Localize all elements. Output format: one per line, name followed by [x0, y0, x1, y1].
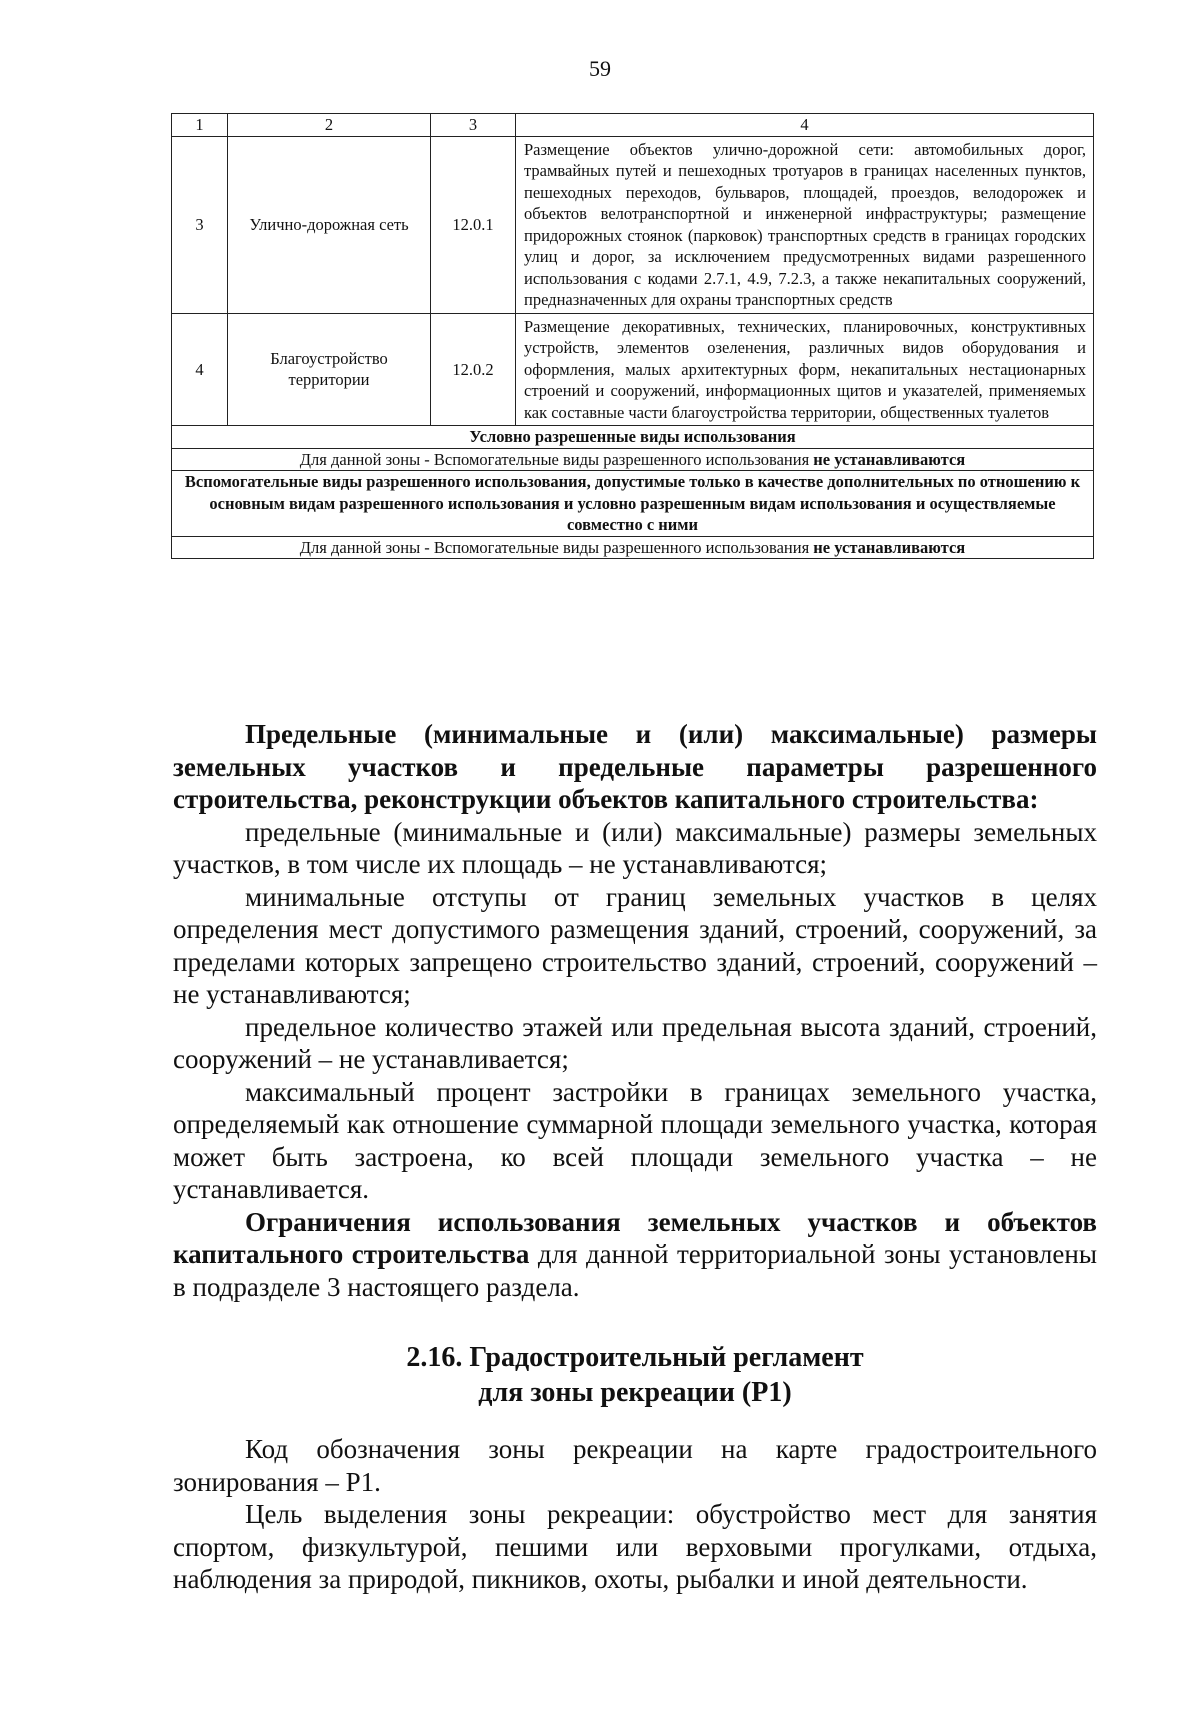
restrictions-rest: для данной территориальной зоны установлены в подразделе 3 настоящего раздела.	[173, 1239, 1097, 1302]
zone-paragraph: Код обозначения зоны рекреации на карте градостроительного зонирования – Р1.	[173, 1434, 1097, 1497]
limits-heading: Предельные (минимальные и (или) максимальные) размеры земельных участков и предельные параметры разрешенного строительства, реконструкции объектов капитального строительства:	[173, 719, 1097, 814]
use-type-code: 12.0.1	[431, 136, 516, 313]
table-header-cell: 2	[228, 114, 431, 137]
auxiliary-uses-header: Вспомогательные виды разрешенного использования, допустимые только в качестве дополнительных по отношению к основным видам разрешенного использования и условно разрешенным видам использования и осуществляемые совместно с ними	[172, 471, 1094, 537]
use-type-description: Размещение объектов улично-дорожной сети: автомобильных дорог, трамвайных путей и пешеходных тротуаров в границах населенных пунктов, пешеходных переходов, бульваров, площадей, проездов, велодорожек и объектов велотранспортной и инженерной инфраструктуры; размещение придорожных стоянок (парковок) транспортных средств в границах городских улиц и дорог, за исключением предусмотренных видами разрешенного использования с кодами 2.7.1, 4.9, 7.2.3, а также некапитальных сооружений, предназначенных для охраны транспортных средств	[516, 136, 1094, 313]
auxiliary-uses-note-row	[172, 536, 1094, 559]
table-header-cell: 4	[516, 114, 1094, 137]
limits-paragraph: максимальный процент застройки в границах земельного участка, определяемый как отношение суммарной площади земельного участка, которая может быть застроена, ко всей площади земельного участка – не устанавливается.	[173, 1076, 1097, 1204]
zone-paragraph: Цель выделения зоны рекреации: обустройство мест для занятия спортом, физкультурой, пешими или верховыми прогулками, отдыха, наблюдения за природой, пикников, охоты, рыбалки и иной деятельности.	[173, 1499, 1097, 1594]
conditional-uses-header-row	[172, 426, 1094, 449]
conditional-uses-note-row	[172, 448, 1094, 471]
restrictions-bold: Ограничения использования земельных участков и объектов капитального строительства	[173, 1206, 1097, 1269]
auxiliary-uses-note	[172, 536, 1094, 559]
restrictions-paragraph	[173, 1206, 1097, 1304]
section-title-line: для зоны рекреации (Р1)	[478, 1377, 792, 1408]
use-type-code: 12.0.2	[431, 313, 516, 426]
note-text: Для данной зоны - Вспомогательные виды разрешенного использования	[299, 449, 810, 469]
row-number: 3	[172, 136, 228, 313]
note-bold-text: не устанавливаются	[813, 537, 966, 557]
table-header-row	[172, 114, 1094, 137]
limits-section	[173, 718, 1097, 1303]
use-type-description: Размещение декоративных, технических, планировочных, конструктивных устройств, элементов озеленения, различных видов оборудования и оформления, малых архитектурных форм, некапитальных нестационарных строений и сооружений, информационных щитов и указателей, применяемых как составные части благоустройства территории, общественных туалетов	[516, 313, 1094, 426]
limits-paragraph: предельное количество этажей или предельная высота зданий, строений, сооружений – не устанавливается;	[173, 1011, 1097, 1074]
note-bold-text: не устанавливаются	[813, 449, 966, 469]
land-use-table	[171, 113, 1094, 559]
conditional-uses-header: Условно разрешенные виды использования	[172, 426, 1094, 449]
table-header-cell: 1	[172, 114, 228, 137]
section-title-line: 2.16. Градостроительный регламент	[406, 1342, 864, 1373]
page-number: 59	[589, 56, 611, 81]
section-title	[0, 1340, 1200, 1410]
limits-paragraph: предельные (минимальные и (или) максимальные) размеры земельных участков, в том числе их площадь – не устанавливаются;	[173, 816, 1097, 879]
table-header-cell: 3	[431, 114, 516, 137]
use-type-name: Улично-дорожная сеть	[228, 136, 431, 313]
note-text: Для данной зоны - Вспомогательные виды разрешенного использования	[299, 537, 810, 557]
table-row	[172, 136, 1094, 313]
auxiliary-uses-header-row	[172, 471, 1094, 537]
use-type-name: Благоустройство территории	[228, 313, 431, 426]
conditional-uses-note	[172, 448, 1094, 471]
limits-paragraph: минимальные отступы от границ земельных участков в целях определения мест допустимого размещения зданий, строений, сооружений, за пределами которых запрещено строительство зданий, строений, сооружений – не устанавливаются;	[173, 881, 1097, 1009]
row-number: 4	[172, 313, 228, 426]
zone-description	[173, 1433, 1097, 1596]
table-row	[172, 313, 1094, 426]
